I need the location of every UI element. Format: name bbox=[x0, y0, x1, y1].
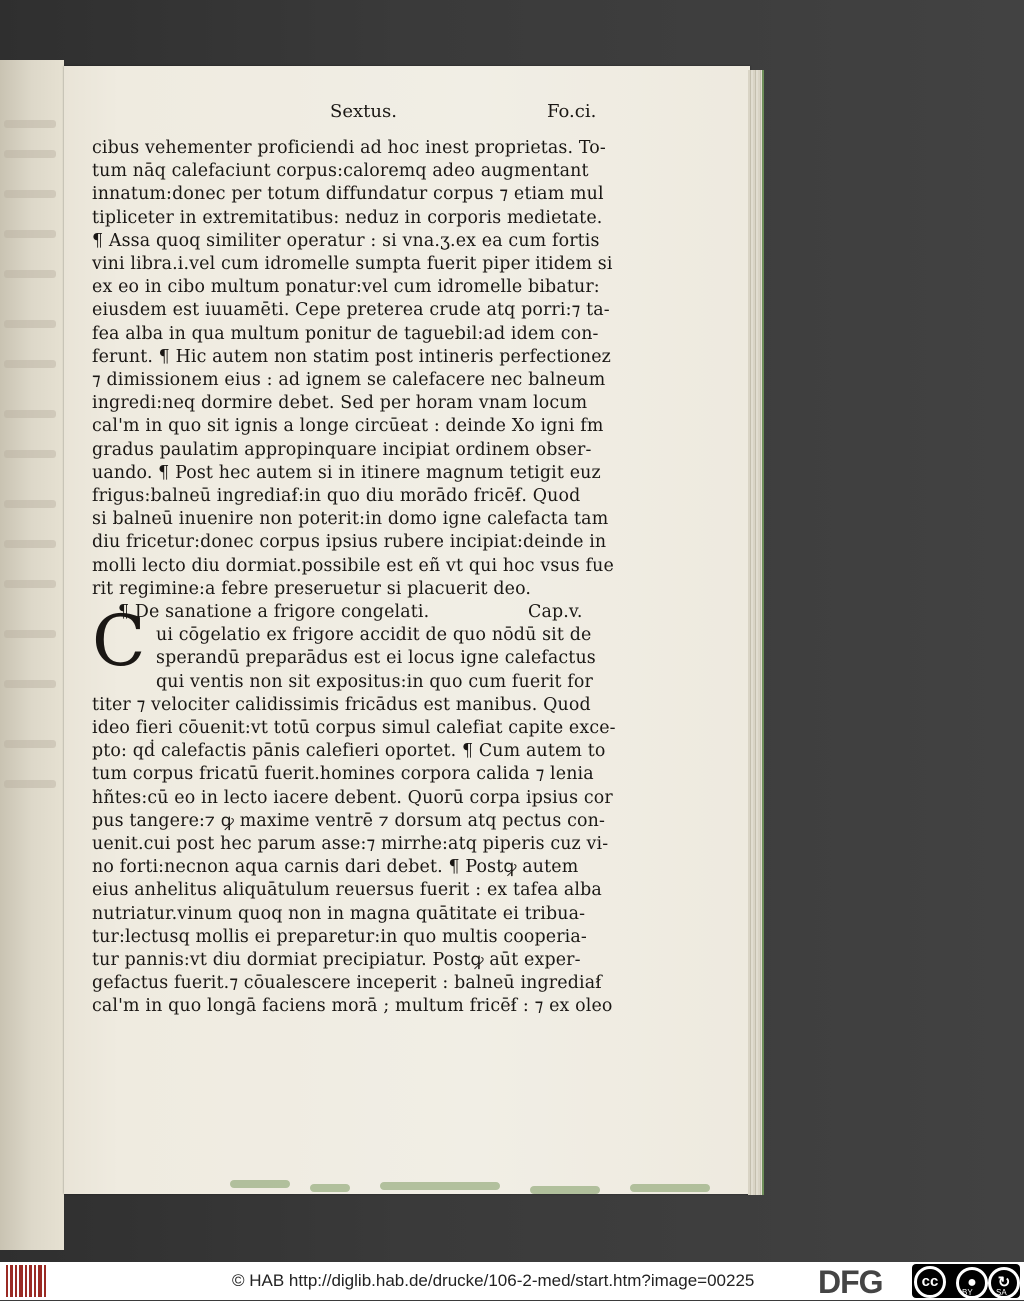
text-line: fea alba in qua multum ponitur de taguebil:ad idem con- bbox=[92, 323, 599, 344]
by-icon: ● bbox=[956, 1267, 988, 1299]
text-line: hñtes:cū eo in lecto iacere debent. Quorū corpa ipsius cor bbox=[92, 787, 613, 808]
text-line: eius anhelitus aliquātulum reuersus fuerit : ex tafea alba bbox=[92, 880, 602, 901]
by-label: BY bbox=[962, 1288, 973, 1297]
text-line: uenit.cui post hec parum asse:⁊ mirrhe:atq piperis cuz vi- bbox=[92, 834, 609, 854]
text-line: ingredi:neq dormire debet. Sed per horam vnam locum bbox=[92, 393, 588, 414]
text-line: pus tangere:⁊ ꝙ maxime ventrē ⁊ dorsum atq pectus con- bbox=[92, 810, 606, 831]
page-edges bbox=[748, 70, 764, 1195]
initial-letter: C bbox=[92, 600, 146, 682]
chapter-heading: ¶ De sanatione a frigore congelati. bbox=[118, 602, 430, 622]
text-line: titer ⁊ velociter calidissimis fricādus est manibus. Quod bbox=[92, 694, 591, 715]
footer-bar bbox=[0, 1262, 1024, 1300]
sa-icon: ↻ bbox=[988, 1267, 1020, 1299]
text-line: ¶ Assa quoq similiter operatur : si vna.ʒ.ex ea cum fortis bbox=[92, 230, 600, 251]
facing-page-edge bbox=[0, 60, 64, 1250]
dfg-logo: DFG bbox=[818, 1264, 883, 1300]
text-line: pto: qḋ calefactis pānis calefieri oportet. ¶ Cum autem to bbox=[92, 741, 606, 762]
text-line: tum nāq calefaciunt corpus:caloremq adeo augmentant bbox=[92, 161, 589, 182]
copyright-link[interactable]: © HAB http://diglib.hab.de/drucke/106-2-med/start.htm?image=00225 bbox=[232, 1271, 755, 1290]
text-line: ⁊ dimissionem eius : ad ignem se calefacere nec balneum bbox=[92, 370, 606, 390]
text-line: gefactus fuerit.⁊ cōualescere inceperit : balneū ingrediaẜ bbox=[92, 973, 602, 994]
page-bottom-edge bbox=[150, 1166, 750, 1196]
cc-license-badge[interactable] bbox=[912, 1264, 1020, 1298]
text-line: eiusdem est iuuamēti. Cepe preterea crude atq porri:⁊ ta- bbox=[92, 300, 610, 321]
text-line: nutriatur.vinum quoq non in magna quātitate ei tribua- bbox=[92, 903, 586, 924]
text-line: cal'm in quo longā faciens morā ; multum fricēẜ : ⁊ ex oleo bbox=[92, 996, 613, 1017]
text-line: rit regimine:a febre preseruetur si placuerit deo. bbox=[92, 578, 532, 599]
text-line: vini libra.i.vel cum idromelle sumpta fuerit piper itidem si bbox=[92, 254, 613, 274]
text-line: ex eo in cibo multum ponatur:vel cum idromelle bibatur: bbox=[92, 277, 600, 298]
text-line: molli lecto diu dormiat.possibile est eñ vt qui hoc vsus fue bbox=[92, 555, 614, 576]
text-line: tum corpus fricatū fuerit.homines corpora calida ⁊ lenia bbox=[92, 764, 594, 785]
text-line: cal'm in quo sit ignis a longe circūeat : deinde Xo igni fm bbox=[92, 416, 604, 437]
text-line: tur pannis:vt diu dormiat precipiatur. Postꝙ aūt exper- bbox=[92, 950, 581, 970]
cc-icon: cc bbox=[914, 1266, 946, 1298]
text-line: gradus paulatim appropinquare incipiat ordinem obser- bbox=[92, 439, 592, 460]
chapter-number: Cap.v. bbox=[528, 602, 583, 622]
running-head: Sextus. bbox=[330, 101, 397, 122]
text-line: ideo fieri cōuenit:vt totū corpus simul calefiat capite exce- bbox=[92, 718, 616, 738]
sa-label: SA bbox=[996, 1288, 1007, 1297]
text-line: ferunt. ¶ Hic autem non statim post intineris perfectionez bbox=[92, 346, 611, 367]
text-line: qui ventis non sit expositus:in quo cum fuerit for bbox=[156, 671, 593, 692]
text-line: tur:lectusq mollis ei preparetur:in quo multis cooperia- bbox=[92, 926, 587, 947]
text-line: si balneū inuenire non poterit:in domo igne calefacta tam bbox=[92, 509, 609, 530]
text-line: tipliceter in extremitatibus: neduz in corporis medietate. bbox=[92, 207, 603, 228]
text-line: frigus:balneū ingrediaẜ:in quo diu morādo fricēẜ. Quod bbox=[92, 486, 581, 506]
barcode-icon bbox=[4, 1265, 48, 1297]
text-line: sperandū preparādus est ei locus igne calefactus bbox=[156, 648, 596, 669]
folio-number: Fo.ci. bbox=[547, 101, 597, 122]
text-line: uando. ¶ Post hec autem si in itinere magnum tetigit euz bbox=[92, 462, 601, 483]
text-line: innatum:donec per totum diffundatur corpus ⁊ etiam mul bbox=[92, 184, 604, 205]
text-line: no forti:necnon aqua carnis dari debet. ¶ Postꝙ autem bbox=[92, 857, 579, 878]
text-line: cibus vehementer proficiendi ad hoc inest proprietas. To- bbox=[92, 138, 606, 158]
text-line: ui cōgelatio ex frigore accidit de quo nōdū sit de bbox=[156, 625, 592, 646]
text-line: diu fricetur:donec corpus ipsius rubere incipiat:deinde in bbox=[92, 532, 607, 553]
